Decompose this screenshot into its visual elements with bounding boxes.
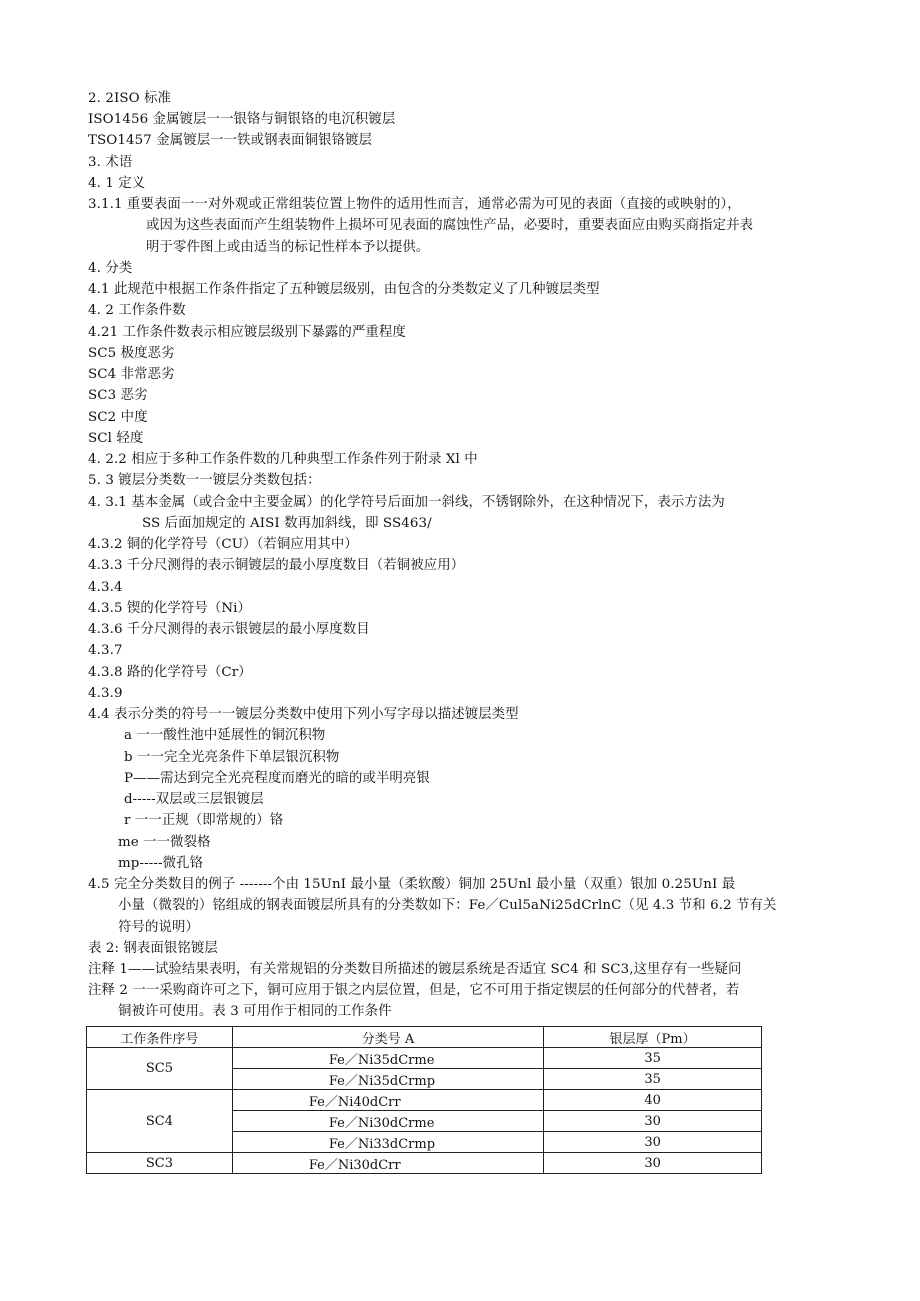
table-caption: 表 2: 钢表面银铭镀层 bbox=[88, 941, 218, 956]
text-line: 4. 2 工作条件数 bbox=[88, 303, 186, 318]
text-line: 4.4 表示分类的符号一一镀层分类数中使用下列小写字母以描述镀层类型 bbox=[88, 707, 519, 722]
code-cell: Fe／Ni35dCrmp bbox=[232, 1069, 543, 1090]
text-line: 符号的说明） bbox=[118, 920, 199, 935]
thickness-cell: 40 bbox=[544, 1090, 762, 1111]
text-line: 4.3.4 bbox=[88, 580, 123, 595]
text-line: 4.3.8 路的化学符号（Cr） bbox=[88, 665, 252, 680]
note-2-continued: 铜被许可使用。表 3 可用作于相同的工作条件 bbox=[118, 1004, 392, 1019]
code-cell: Fe／Ni30dCrr bbox=[232, 1153, 543, 1174]
text-line: 4.5 完全分类数目的例子 -------个由 15UnI 最小量（柔软酸）铜加 25Unl 最小量（双重）银加 0.25UnI 最 bbox=[88, 877, 736, 892]
text-line: 4.3.2 铜的化学符号（CU）（若铜应用其中） bbox=[88, 537, 358, 552]
text-line: 4. 分类 bbox=[88, 261, 133, 276]
thickness-cell: 35 bbox=[544, 1069, 762, 1090]
text-line: 4.3.6 千分尺测得的表示银镀层的最小厚度数目 bbox=[88, 622, 370, 637]
list-item: b 一一完全光亮条件下单层银沉积物 bbox=[124, 750, 340, 765]
note-1: 注释 1——试验结果表明，有关常规铝的分类数目所描述的镀层系统是否适宜 SC4 和 SC3,这里存有一些疑问 bbox=[88, 962, 742, 977]
text-line: 4.3.5 锲的化学符号（Ni） bbox=[88, 601, 252, 616]
list-item: me 一一微裂格 bbox=[118, 835, 211, 850]
text-line: ISO1456 金属镀层一一银铬与铜银铬的电沉积镀层 bbox=[88, 112, 396, 127]
table-header: 银层厚（Pm） bbox=[544, 1027, 762, 1048]
section-3-heading: 3. 术语 bbox=[88, 155, 133, 170]
text-line: 4. 1 定义 bbox=[88, 176, 146, 191]
table-header: 工作条件序号 bbox=[87, 1027, 233, 1048]
table-row bbox=[87, 1090, 762, 1111]
thickness-cell: 30 bbox=[544, 1132, 762, 1153]
text-line: SCl 轻度 bbox=[88, 431, 144, 446]
table-row bbox=[87, 1048, 762, 1069]
text-line: 4. 3.1 基本金属（或合金中主要金属）的化学符号后面加一斜线，不锈钢除外，在这种情况下，表示方法为 bbox=[88, 495, 725, 510]
text-line: 或因为这些表面而产生组装物件上损坏可见表面的腐蚀性产品，必要时，重要表面应由购买商指定并表 bbox=[146, 218, 754, 233]
list-item: a 一一酸性池中延展性的铜沉积物 bbox=[124, 728, 326, 743]
list-item: P——需达到完全光亮程度而磨光的暗的或半明亮银 bbox=[124, 771, 430, 786]
text-line: SC4 非常恶劣 bbox=[88, 367, 175, 382]
text-line: SS 后面加规定的 AISI 数再加斜线，即 SS463/ bbox=[142, 516, 432, 531]
condition-cell: SC5 bbox=[87, 1048, 233, 1090]
thickness-cell: 35 bbox=[544, 1048, 762, 1069]
code-cell: Fe／Ni40dCrr bbox=[232, 1090, 543, 1111]
text-line: 小量（微裂的）铭组成的钢表面镀层所具有的分类数如下：Fe／Cul5aNi25dCrlnC（见 4.3 节和 6.2 节有关 bbox=[118, 898, 777, 913]
thickness-cell: 30 bbox=[544, 1153, 762, 1174]
thickness-cell: 30 bbox=[544, 1111, 762, 1132]
list-item: d-----双层或三层银镀层 bbox=[124, 792, 264, 807]
condition-cell: SC3 bbox=[87, 1153, 233, 1174]
section-2-2-heading: 2. 2ISO 标准 bbox=[88, 91, 172, 106]
text-line: 4.21 工作条件数表示相应镀层级别下暴露的严重程度 bbox=[88, 325, 406, 340]
list-item: r 一一正规（即常规的）铬 bbox=[124, 813, 284, 828]
table-header-row bbox=[87, 1027, 762, 1048]
code-cell: Fe／Ni33dCrmp bbox=[232, 1132, 543, 1153]
coating-classification-table bbox=[86, 1026, 762, 1174]
note-2: 注释 2 一一采购商许可之下，铜可应用于银之内层位置，但是，它不可用于指定锲层的任何部分的代替者，若 bbox=[88, 983, 740, 998]
text-line: 4. 2.2 相应于多种工作条件数的几种典型工作条件列于附录 Xl 中 bbox=[88, 452, 478, 467]
condition-cell: SC4 bbox=[87, 1090, 233, 1153]
text-line: 明于零件图上或由适当的标记性样本予以提供。 bbox=[146, 240, 430, 255]
code-cell: Fe／Ni35dCrme bbox=[232, 1048, 543, 1069]
text-line: 4.3.7 bbox=[88, 643, 123, 658]
text-line: SC5 极度恶劣 bbox=[88, 346, 175, 361]
list-item: mp-----微孔铬 bbox=[118, 856, 204, 871]
text-line: 4.3.9 bbox=[88, 686, 123, 701]
text-line: SC2 中度 bbox=[88, 410, 148, 425]
text-line: 3.1.1 重要表面一一对外观或正常组装位置上物件的适用性而言，通常必需为可见的表面（直接的或映射的）， bbox=[88, 197, 741, 212]
table-header: 分类号 A bbox=[232, 1027, 543, 1048]
text-line: SC3 恶劣 bbox=[88, 388, 148, 403]
text-line: 4.3.3 千分尺测得的表示铜镀层的最小厚度数目（若铜被应用） bbox=[88, 558, 465, 573]
table-row bbox=[87, 1153, 762, 1174]
text-line: 4.1 此规范中根据工作条件指定了五种镀层级别，由包含的分类数定义了几种镀层类型 bbox=[88, 282, 600, 297]
code-cell: Fe／Ni30dCrme bbox=[232, 1111, 543, 1132]
text-line: TSO1457 金属镀层一一铁或钢表面铜银铬镀层 bbox=[88, 133, 373, 148]
text-line: 5. 3 镀层分类数一一镀层分类数包括： bbox=[88, 473, 321, 488]
